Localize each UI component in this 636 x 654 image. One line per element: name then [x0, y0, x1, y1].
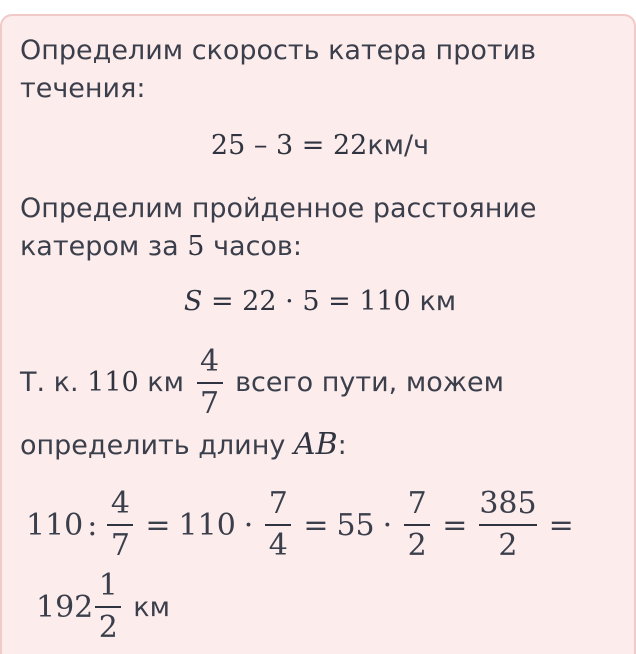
- result-unit: км: [133, 591, 170, 623]
- eq-term: 5: [302, 286, 320, 317]
- fraction-denominator: 4: [268, 528, 288, 563]
- eq-operator: ·: [243, 507, 254, 543]
- fraction-numerator: 385: [479, 486, 537, 521]
- equation-length: [26, 486, 582, 564]
- fraction: [404, 486, 430, 564]
- fraction-denominator: 7: [199, 386, 220, 421]
- eq-operator: =: [303, 507, 329, 543]
- segment-ab: AB: [293, 427, 338, 462]
- paragraph-colon: :: [337, 430, 347, 461]
- eq-term: 22: [332, 130, 368, 161]
- eq-operator: =: [442, 507, 468, 543]
- fraction-bar: [95, 606, 121, 608]
- eq-unit: км: [419, 286, 457, 317]
- result-whole: 192: [36, 589, 94, 625]
- paragraph-text: всего пути, можем: [226, 367, 505, 398]
- fraction-denominator: 7: [110, 528, 130, 563]
- paragraph-text: Т. к.: [20, 367, 88, 398]
- eq-operator: =: [210, 286, 234, 317]
- eq-operator: =: [328, 286, 351, 317]
- fraction-numerator: 4: [199, 344, 220, 379]
- paragraph-length-ab: [20, 426, 620, 465]
- fraction-denominator: 2: [498, 528, 518, 563]
- fraction: [265, 486, 291, 564]
- eq-operator: ·: [382, 507, 393, 543]
- eq-term: 110: [178, 507, 236, 543]
- paragraph-fraction-intro: [20, 344, 620, 422]
- paragraph-number: 110: [87, 367, 139, 398]
- eq-term: 22: [242, 286, 277, 317]
- equation-distance: [2, 286, 636, 317]
- fraction-bar: [197, 382, 223, 384]
- paragraph-number: 5: [187, 231, 205, 262]
- fraction-bar: [265, 524, 291, 526]
- fraction-bar: [404, 524, 430, 526]
- fraction-numerator: 1: [98, 568, 118, 603]
- paragraph-text: часов:: [204, 231, 302, 262]
- fraction-numerator: 4: [110, 486, 130, 521]
- eq-term: 110: [359, 286, 411, 317]
- paragraph-text: определить длину: [20, 430, 294, 461]
- paragraph-distance-intro: [20, 190, 620, 266]
- eq-operator: :: [87, 507, 98, 543]
- fraction-numerator: 7: [268, 486, 288, 521]
- eq-operator: –: [253, 130, 268, 161]
- fraction-denominator: 2: [98, 610, 118, 645]
- eq-operator: =: [301, 130, 325, 161]
- equation-result: [36, 568, 170, 646]
- fraction-bar: [107, 524, 133, 526]
- equation-speed: [2, 130, 636, 161]
- paragraph-speed-intro: [20, 32, 620, 108]
- eq-term: 55: [336, 507, 375, 543]
- fraction: [107, 486, 133, 564]
- paragraph-text: Определим пройденное расстояние катером за: [20, 193, 537, 262]
- eq-term: 25: [210, 130, 246, 161]
- eq-term: 110: [26, 507, 84, 543]
- fraction-numerator: 7: [407, 486, 427, 521]
- eq-operator: =: [145, 507, 171, 543]
- eq-variable: S: [183, 286, 203, 317]
- fraction-four-sevenths: [197, 344, 223, 422]
- fraction-bar: [479, 524, 536, 526]
- eq-term: 3: [275, 130, 294, 161]
- answer-card: [0, 14, 636, 654]
- result-fraction: [95, 568, 121, 646]
- paragraph-unit: км: [138, 367, 193, 398]
- eq-unit: км/ч: [367, 130, 430, 161]
- eq-operator: =: [548, 507, 574, 543]
- eq-operator: ·: [285, 286, 294, 317]
- fraction-denominator: 2: [407, 528, 427, 563]
- fraction: [479, 486, 536, 564]
- paragraph-text: Определим скорость катера против течения:: [20, 35, 537, 104]
